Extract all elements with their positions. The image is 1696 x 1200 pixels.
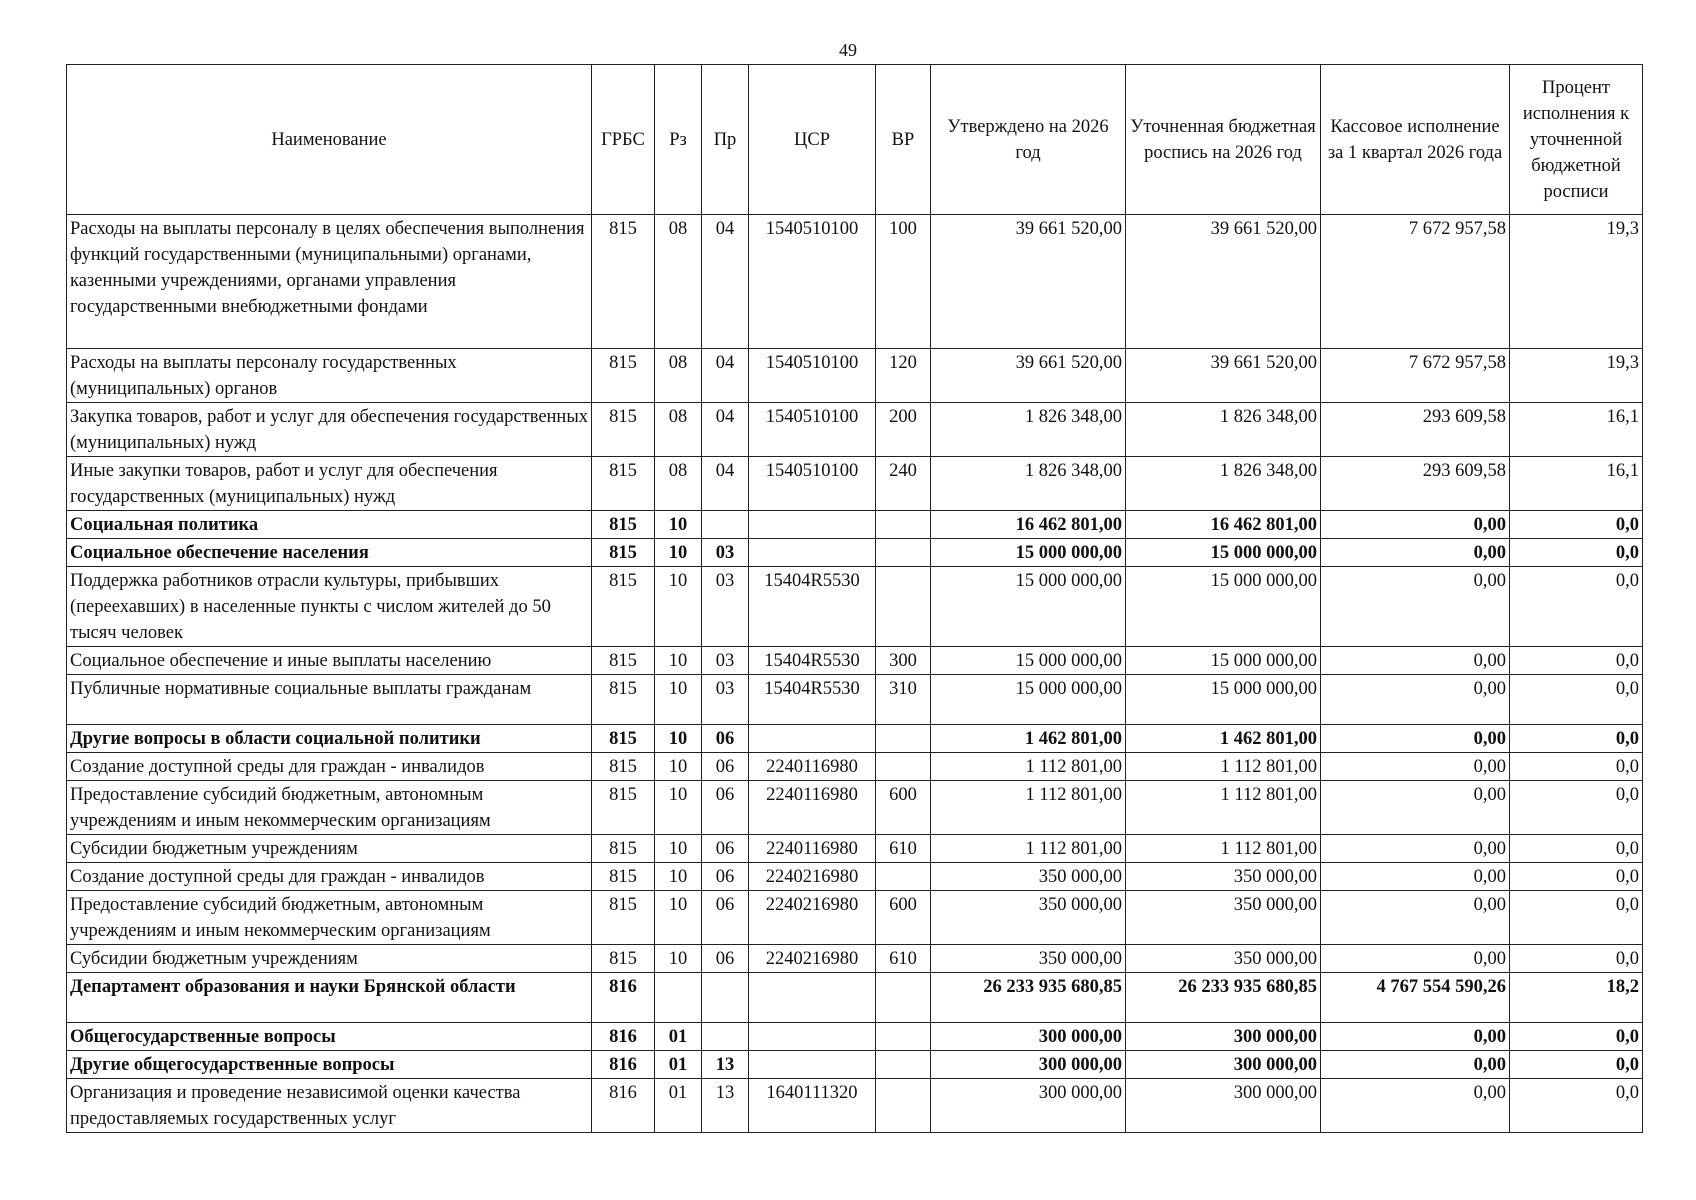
cell-refined: 15 000 000,00 xyxy=(1126,647,1321,675)
table-row xyxy=(67,945,1643,973)
cell-grbs: 815 xyxy=(592,891,655,945)
cell-approved: 15 000 000,00 xyxy=(931,567,1126,647)
cell-cash: 0,00 xyxy=(1321,539,1510,567)
cell-percent: 0,0 xyxy=(1510,753,1643,781)
cell-vr xyxy=(876,539,931,567)
cell-csr xyxy=(749,725,876,753)
cell-percent: 0,0 xyxy=(1510,1023,1643,1051)
cell-csr: 1540510100 xyxy=(749,457,876,511)
cell-name: Предоставление субсидий бюджетным, автономным учреждениям и иным некоммерческим организациям xyxy=(67,781,592,835)
cell-rz: 08 xyxy=(655,349,702,403)
cell-pr: 06 xyxy=(702,891,749,945)
cell-approved: 1 112 801,00 xyxy=(931,781,1126,835)
cell-name: Создание доступной среды для граждан - инвалидов xyxy=(67,863,592,891)
cell-cash: 0,00 xyxy=(1321,567,1510,647)
cell-rz xyxy=(655,973,702,1023)
cell-csr xyxy=(749,1023,876,1051)
cell-name: Организация и проведение независимой оценки качества предоставляемых государственных услуг xyxy=(67,1079,592,1133)
cell-percent: 0,0 xyxy=(1510,539,1643,567)
cell-cash: 0,00 xyxy=(1321,1023,1510,1051)
cell-cash: 0,00 xyxy=(1321,753,1510,781)
cell-refined: 300 000,00 xyxy=(1126,1051,1321,1079)
cell-pr: 06 xyxy=(702,835,749,863)
cell-pr xyxy=(702,511,749,539)
cell-cash: 293 609,58 xyxy=(1321,403,1510,457)
cell-approved: 1 826 348,00 xyxy=(931,457,1126,511)
cell-rz: 10 xyxy=(655,539,702,567)
cell-csr xyxy=(749,539,876,567)
table-row xyxy=(67,675,1643,725)
cell-refined: 1 826 348,00 xyxy=(1126,457,1321,511)
column-header-rz: Рз xyxy=(655,65,702,215)
cell-refined: 15 000 000,00 xyxy=(1126,675,1321,725)
cell-refined: 1 112 801,00 xyxy=(1126,753,1321,781)
column-header-refined: Уточненная бюджетная роспись на 2026 год xyxy=(1126,65,1321,215)
cell-cash: 0,00 xyxy=(1321,945,1510,973)
cell-cash: 7 672 957,58 xyxy=(1321,349,1510,403)
cell-vr xyxy=(876,753,931,781)
cell-grbs: 815 xyxy=(592,539,655,567)
cell-vr: 100 xyxy=(876,215,931,349)
cell-pr: 03 xyxy=(702,567,749,647)
table-row xyxy=(67,539,1643,567)
cell-vr xyxy=(876,1051,931,1079)
cell-pr xyxy=(702,1023,749,1051)
table-row xyxy=(67,891,1643,945)
header-row xyxy=(67,65,1643,215)
cell-csr xyxy=(749,973,876,1023)
cell-vr: 240 xyxy=(876,457,931,511)
cell-name: Публичные нормативные социальные выплаты гражданам xyxy=(67,675,592,725)
cell-grbs: 815 xyxy=(592,647,655,675)
cell-vr: 200 xyxy=(876,403,931,457)
cell-csr: 1640111320 xyxy=(749,1079,876,1133)
cell-grbs: 815 xyxy=(592,511,655,539)
cell-name: Социальное обеспечение населения xyxy=(67,539,592,567)
table-row xyxy=(67,403,1643,457)
cell-percent: 0,0 xyxy=(1510,675,1643,725)
cell-rz: 10 xyxy=(655,675,702,725)
cell-name: Расходы на выплаты персоналу в целях обеспечения выполнения функций государственными (муниципальными) органами, казенными учреждениями, органами управления государственными внебюджетными фондами xyxy=(67,215,592,349)
cell-csr: 1540510100 xyxy=(749,349,876,403)
cell-percent: 19,3 xyxy=(1510,349,1643,403)
cell-cash: 4 767 554 590,26 xyxy=(1321,973,1510,1023)
cell-csr: 1540510100 xyxy=(749,403,876,457)
table-row xyxy=(67,753,1643,781)
cell-vr xyxy=(876,1079,931,1133)
table-row xyxy=(67,863,1643,891)
column-header-vr: ВР xyxy=(876,65,931,215)
cell-rz: 10 xyxy=(655,725,702,753)
cell-refined: 15 000 000,00 xyxy=(1126,567,1321,647)
cell-grbs: 816 xyxy=(592,1051,655,1079)
table-row xyxy=(67,781,1643,835)
cell-refined: 39 661 520,00 xyxy=(1126,215,1321,349)
cell-approved: 1 112 801,00 xyxy=(931,753,1126,781)
cell-pr: 03 xyxy=(702,539,749,567)
cell-percent: 18,2 xyxy=(1510,973,1643,1023)
cell-refined: 1 462 801,00 xyxy=(1126,725,1321,753)
cell-rz: 08 xyxy=(655,215,702,349)
cell-vr xyxy=(876,511,931,539)
cell-cash: 0,00 xyxy=(1321,891,1510,945)
cell-rz: 01 xyxy=(655,1023,702,1051)
cell-percent: 0,0 xyxy=(1510,891,1643,945)
cell-vr: 300 xyxy=(876,647,931,675)
cell-csr xyxy=(749,511,876,539)
table-row xyxy=(67,215,1643,349)
cell-vr xyxy=(876,567,931,647)
cell-percent: 0,0 xyxy=(1510,567,1643,647)
cell-refined: 39 661 520,00 xyxy=(1126,349,1321,403)
table-row xyxy=(67,1079,1643,1133)
cell-name: Другие вопросы в области социальной политики xyxy=(67,725,592,753)
cell-percent: 16,1 xyxy=(1510,403,1643,457)
cell-cash: 0,00 xyxy=(1321,781,1510,835)
cell-cash: 0,00 xyxy=(1321,1051,1510,1079)
cell-name: Департамент образования и науки Брянской области xyxy=(67,973,592,1023)
column-header-grbs: ГРБС xyxy=(592,65,655,215)
cell-csr: 1540510100 xyxy=(749,215,876,349)
table-row xyxy=(67,457,1643,511)
cell-rz: 10 xyxy=(655,511,702,539)
cell-cash: 0,00 xyxy=(1321,863,1510,891)
cell-pr xyxy=(702,973,749,1023)
cell-cash: 0,00 xyxy=(1321,647,1510,675)
cell-csr: 2240116980 xyxy=(749,781,876,835)
cell-vr: 600 xyxy=(876,781,931,835)
cell-refined: 1 112 801,00 xyxy=(1126,835,1321,863)
cell-refined: 26 233 935 680,85 xyxy=(1126,973,1321,1023)
cell-pr: 03 xyxy=(702,647,749,675)
cell-vr: 600 xyxy=(876,891,931,945)
cell-grbs: 816 xyxy=(592,1023,655,1051)
cell-name: Закупка товаров, работ и услуг для обеспечения государственных (муниципальных) нужд xyxy=(67,403,592,457)
cell-rz: 08 xyxy=(655,403,702,457)
column-header-percent: Процент исполнения к уточненной бюджетной росписи xyxy=(1510,65,1643,215)
cell-approved: 1 462 801,00 xyxy=(931,725,1126,753)
cell-csr: 2240216980 xyxy=(749,891,876,945)
cell-approved: 15 000 000,00 xyxy=(931,539,1126,567)
cell-percent: 0,0 xyxy=(1510,781,1643,835)
cell-approved: 350 000,00 xyxy=(931,863,1126,891)
cell-grbs: 815 xyxy=(592,349,655,403)
cell-grbs: 815 xyxy=(592,567,655,647)
cell-rz: 10 xyxy=(655,753,702,781)
cell-pr: 06 xyxy=(702,753,749,781)
cell-name: Создание доступной среды для граждан - инвалидов xyxy=(67,753,592,781)
cell-refined: 300 000,00 xyxy=(1126,1079,1321,1133)
cell-grbs: 815 xyxy=(592,215,655,349)
cell-name: Общегосударственные вопросы xyxy=(67,1023,592,1051)
cell-approved: 300 000,00 xyxy=(931,1051,1126,1079)
table-row xyxy=(67,1023,1643,1051)
cell-approved: 300 000,00 xyxy=(931,1023,1126,1051)
column-header-name: Наименование xyxy=(67,65,592,215)
cell-grbs: 815 xyxy=(592,675,655,725)
cell-vr xyxy=(876,973,931,1023)
cell-vr: 610 xyxy=(876,835,931,863)
cell-csr: 2240116980 xyxy=(749,835,876,863)
cell-grbs: 816 xyxy=(592,1079,655,1133)
cell-approved: 39 661 520,00 xyxy=(931,349,1126,403)
table-row xyxy=(67,835,1643,863)
cell-rz: 10 xyxy=(655,835,702,863)
cell-pr: 04 xyxy=(702,457,749,511)
cell-percent: 19,3 xyxy=(1510,215,1643,349)
cell-refined: 300 000,00 xyxy=(1126,1023,1321,1051)
cell-cash: 0,00 xyxy=(1321,1079,1510,1133)
cell-refined: 1 112 801,00 xyxy=(1126,781,1321,835)
cell-vr xyxy=(876,725,931,753)
cell-approved: 26 233 935 680,85 xyxy=(931,973,1126,1023)
cell-pr: 04 xyxy=(702,403,749,457)
cell-name: Предоставление субсидий бюджетным, автономным учреждениям и иным некоммерческим организациям xyxy=(67,891,592,945)
cell-grbs: 815 xyxy=(592,457,655,511)
cell-name: Поддержка работников отрасли культуры, прибывших (переехавших) в населенные пункты с числом жителей до 50 тысяч человек xyxy=(67,567,592,647)
cell-csr: 2240216980 xyxy=(749,863,876,891)
cell-approved: 15 000 000,00 xyxy=(931,647,1126,675)
cell-refined: 1 826 348,00 xyxy=(1126,403,1321,457)
cell-percent: 0,0 xyxy=(1510,511,1643,539)
cell-approved: 350 000,00 xyxy=(931,945,1126,973)
cell-approved: 1 112 801,00 xyxy=(931,835,1126,863)
cell-pr: 06 xyxy=(702,725,749,753)
cell-csr: 15404R5530 xyxy=(749,567,876,647)
cell-cash: 0,00 xyxy=(1321,675,1510,725)
cell-rz: 10 xyxy=(655,863,702,891)
cell-refined: 15 000 000,00 xyxy=(1126,539,1321,567)
cell-approved: 350 000,00 xyxy=(931,891,1126,945)
cell-refined: 350 000,00 xyxy=(1126,863,1321,891)
cell-rz: 10 xyxy=(655,647,702,675)
cell-refined: 16 462 801,00 xyxy=(1126,511,1321,539)
cell-grbs: 816 xyxy=(592,973,655,1023)
table-body xyxy=(67,215,1643,1133)
cell-approved: 16 462 801,00 xyxy=(931,511,1126,539)
cell-approved: 300 000,00 xyxy=(931,1079,1126,1133)
column-header-approved: Утверждено на 2026 год xyxy=(931,65,1126,215)
cell-name: Расходы на выплаты персоналу государственных (муниципальных) органов xyxy=(67,349,592,403)
cell-percent: 0,0 xyxy=(1510,1051,1643,1079)
cell-rz: 01 xyxy=(655,1079,702,1133)
cell-cash: 0,00 xyxy=(1321,511,1510,539)
cell-pr: 06 xyxy=(702,781,749,835)
cell-csr: 15404R5530 xyxy=(749,647,876,675)
cell-name: Другие общегосударственные вопросы xyxy=(67,1051,592,1079)
cell-name: Социальное обеспечение и иные выплаты населению xyxy=(67,647,592,675)
table-row xyxy=(67,1051,1643,1079)
cell-percent: 16,1 xyxy=(1510,457,1643,511)
table-header xyxy=(67,65,1643,215)
cell-rz: 10 xyxy=(655,891,702,945)
cell-cash: 0,00 xyxy=(1321,725,1510,753)
cell-vr: 310 xyxy=(876,675,931,725)
cell-name: Субсидии бюджетным учреждениям xyxy=(67,835,592,863)
cell-approved: 39 661 520,00 xyxy=(931,215,1126,349)
cell-vr: 610 xyxy=(876,945,931,973)
cell-grbs: 815 xyxy=(592,863,655,891)
cell-approved: 1 826 348,00 xyxy=(931,403,1126,457)
cell-pr: 06 xyxy=(702,863,749,891)
cell-grbs: 815 xyxy=(592,725,655,753)
cell-cash: 293 609,58 xyxy=(1321,457,1510,511)
cell-rz: 01 xyxy=(655,1051,702,1079)
cell-percent: 0,0 xyxy=(1510,945,1643,973)
cell-grbs: 815 xyxy=(592,945,655,973)
cell-pr: 13 xyxy=(702,1051,749,1079)
cell-approved: 15 000 000,00 xyxy=(931,675,1126,725)
cell-csr: 2240116980 xyxy=(749,753,876,781)
table-row xyxy=(67,725,1643,753)
budget-table xyxy=(66,64,1643,1133)
cell-rz: 10 xyxy=(655,567,702,647)
cell-pr: 04 xyxy=(702,349,749,403)
cell-rz: 10 xyxy=(655,781,702,835)
cell-grbs: 815 xyxy=(592,403,655,457)
cell-percent: 0,0 xyxy=(1510,863,1643,891)
cell-name: Иные закупки товаров, работ и услуг для обеспечения государственных (муниципальных) нужд xyxy=(67,457,592,511)
cell-rz: 08 xyxy=(655,457,702,511)
cell-refined: 350 000,00 xyxy=(1126,891,1321,945)
cell-vr xyxy=(876,1023,931,1051)
table-row xyxy=(67,349,1643,403)
cell-vr: 120 xyxy=(876,349,931,403)
cell-grbs: 815 xyxy=(592,835,655,863)
cell-cash: 7 672 957,58 xyxy=(1321,215,1510,349)
cell-pr: 13 xyxy=(702,1079,749,1133)
column-header-csr: ЦСР xyxy=(749,65,876,215)
cell-rz: 10 xyxy=(655,945,702,973)
table-row xyxy=(67,973,1643,1023)
cell-grbs: 815 xyxy=(592,753,655,781)
column-header-cash: Кассовое исполнение за 1 квартал 2026 года xyxy=(1321,65,1510,215)
cell-csr: 15404R5530 xyxy=(749,675,876,725)
cell-csr xyxy=(749,1051,876,1079)
cell-pr: 03 xyxy=(702,675,749,725)
cell-name: Социальная политика xyxy=(67,511,592,539)
table-row xyxy=(67,567,1643,647)
table-row xyxy=(67,511,1643,539)
cell-name: Субсидии бюджетным учреждениям xyxy=(67,945,592,973)
column-header-pr: Пр xyxy=(702,65,749,215)
cell-pr: 04 xyxy=(702,215,749,349)
cell-csr: 2240216980 xyxy=(749,945,876,973)
table-row xyxy=(67,647,1643,675)
page-number: 49 xyxy=(839,40,857,60)
cell-pr: 06 xyxy=(702,945,749,973)
cell-percent: 0,0 xyxy=(1510,1079,1643,1133)
cell-percent: 0,0 xyxy=(1510,647,1643,675)
cell-percent: 0,0 xyxy=(1510,835,1643,863)
cell-cash: 0,00 xyxy=(1321,835,1510,863)
cell-vr xyxy=(876,863,931,891)
cell-grbs: 815 xyxy=(592,781,655,835)
cell-refined: 350 000,00 xyxy=(1126,945,1321,973)
cell-percent: 0,0 xyxy=(1510,725,1643,753)
